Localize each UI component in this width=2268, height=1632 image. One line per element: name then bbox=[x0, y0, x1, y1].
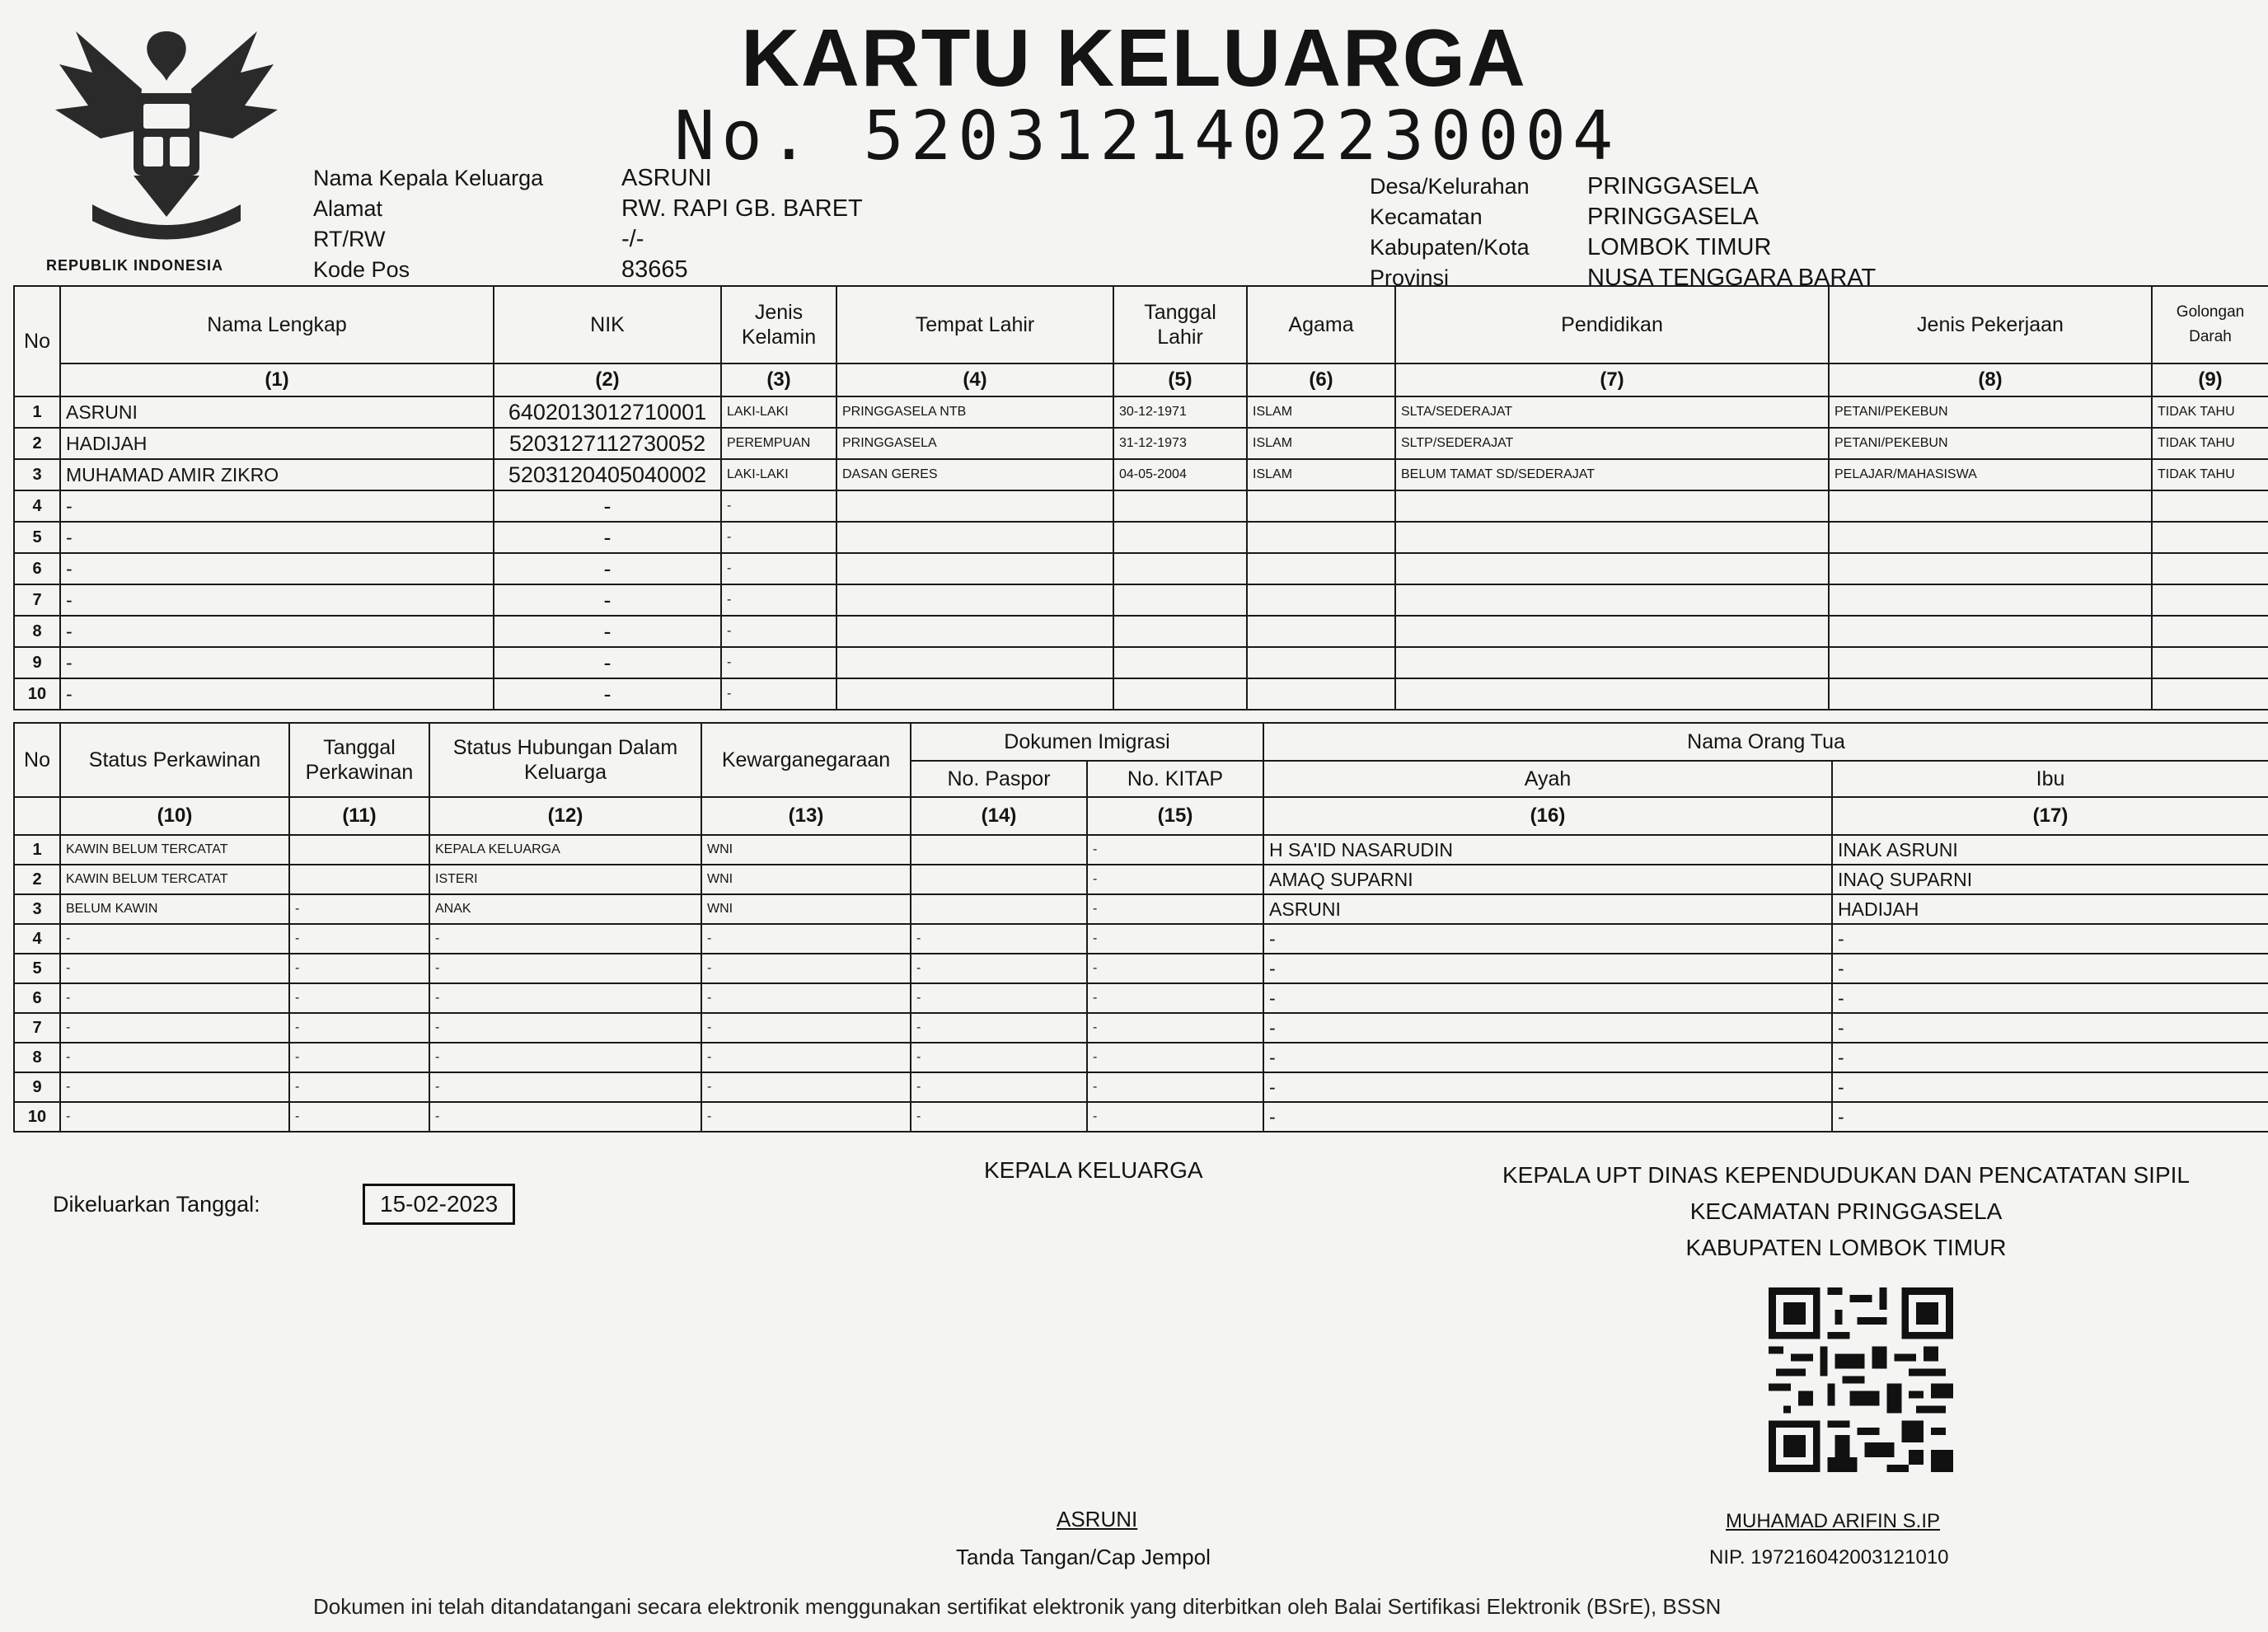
cell-agama bbox=[1247, 678, 1395, 710]
cell-pendidikan bbox=[1395, 522, 1829, 553]
cell-golongan-darah bbox=[2152, 522, 2268, 553]
cell-pekerjaan bbox=[1829, 616, 2152, 647]
cell-status-perkawinan: - bbox=[60, 1072, 289, 1102]
cell-nama: - bbox=[60, 584, 494, 616]
info-label: Nama Kepala Keluarga bbox=[313, 166, 544, 190]
cell-tanggal-lahir: 30-12-1971 bbox=[1113, 396, 1247, 428]
cell-golongan-darah bbox=[2152, 553, 2268, 584]
cell-ibu: - bbox=[1832, 1102, 2268, 1132]
col-number: (8) bbox=[1829, 363, 2152, 396]
cell-pekerjaan bbox=[1829, 678, 2152, 710]
cell-nama: - bbox=[60, 647, 494, 678]
cell-ibu: - bbox=[1832, 924, 2268, 954]
cell-nik: - bbox=[494, 490, 721, 522]
cell-kitap: - bbox=[1087, 1102, 1263, 1132]
cell-paspor: - bbox=[911, 924, 1087, 954]
table-row bbox=[14, 459, 2268, 490]
cell-pekerjaan bbox=[1829, 584, 2152, 616]
cell-kewarganegaraan: WNI bbox=[701, 894, 911, 924]
cell-tanggal-lahir: 04-05-2004 bbox=[1113, 459, 1247, 490]
cell-golongan-darah bbox=[2152, 490, 2268, 522]
col-header-nama: Nama Lengkap bbox=[60, 286, 494, 363]
col-header-orang-tua: Nama Orang Tua bbox=[1263, 723, 2268, 761]
cell-no: 6 bbox=[14, 553, 60, 584]
col-header-status-kawin: Status Perkawinan bbox=[60, 723, 289, 797]
col-header-paspor: No. Paspor bbox=[911, 761, 1087, 797]
cell-no: 10 bbox=[14, 678, 60, 710]
info-label: Alamat bbox=[313, 196, 383, 221]
table-row bbox=[14, 396, 2268, 428]
cell-paspor: - bbox=[911, 1102, 1087, 1132]
cell-kitap: - bbox=[1087, 924, 1263, 954]
cell-ayah: - bbox=[1263, 1043, 1832, 1072]
col-header-no: No bbox=[14, 286, 60, 396]
cell-pendidikan bbox=[1395, 490, 1829, 522]
cell-kitap: - bbox=[1087, 1013, 1263, 1043]
logo-caption: REPUBLIK INDONESIA bbox=[46, 257, 224, 274]
table-row bbox=[14, 522, 2268, 553]
cell-nama: MUHAMAD AMIR ZIKRO bbox=[60, 459, 494, 490]
cell-agama: ISLAM bbox=[1247, 396, 1395, 428]
info-row bbox=[313, 163, 863, 194]
cell-tanggal-perkawinan: - bbox=[289, 894, 429, 924]
col-header-jk: Jenis Kelamin bbox=[721, 286, 836, 363]
info-row bbox=[313, 255, 863, 285]
cell-hubungan: - bbox=[429, 1043, 701, 1072]
cell-hubungan: - bbox=[429, 983, 701, 1013]
cell-jenis-kelamin: PEREMPUAN bbox=[721, 428, 836, 459]
cell-golongan-darah bbox=[2152, 647, 2268, 678]
family-head-name: ASRUNI bbox=[1057, 1507, 1138, 1531]
cell-paspor: - bbox=[911, 954, 1087, 983]
cell-paspor bbox=[911, 865, 1087, 894]
cell-hubungan: KEPALA KELUARGA bbox=[429, 835, 701, 865]
cell-hubungan: ISTERI bbox=[429, 865, 701, 894]
cell-hubungan: - bbox=[429, 924, 701, 954]
cell-tanggal-perkawinan: - bbox=[289, 1013, 429, 1043]
cell-pendidikan bbox=[1395, 678, 1829, 710]
table-row bbox=[14, 616, 2268, 647]
official-line: KABUPATEN LOMBOK TIMUR bbox=[1685, 1235, 2007, 1260]
official-title bbox=[1434, 1157, 2258, 1266]
table-row bbox=[14, 553, 2268, 584]
cell-pekerjaan: PETANI/PEKEBUN bbox=[1829, 396, 2152, 428]
table-header-row bbox=[14, 286, 2268, 363]
cell-tanggal-perkawinan: - bbox=[289, 924, 429, 954]
col-number: (5) bbox=[1113, 363, 1247, 396]
cell-ayah: - bbox=[1263, 954, 1832, 983]
col-header-dokumen: Dokumen Imigrasi bbox=[911, 723, 1263, 761]
cell-no: 3 bbox=[14, 894, 60, 924]
cell-ibu: INAQ SUPARNI bbox=[1832, 865, 2268, 894]
number-value: 5203121402230004 bbox=[863, 97, 1620, 176]
cell-kewarganegaraan: WNI bbox=[701, 835, 911, 865]
col-header-tgl-kawin: Tanggal Perkawinan bbox=[289, 723, 429, 797]
cell-agama: ISLAM bbox=[1247, 459, 1395, 490]
cell-golongan-darah: TIDAK TAHU bbox=[2152, 428, 2268, 459]
cell-nama: HADIJAH bbox=[60, 428, 494, 459]
cell-no: 1 bbox=[14, 396, 60, 428]
members-table bbox=[13, 285, 2268, 710]
cell-tanggal-perkawinan: - bbox=[289, 1043, 429, 1072]
info-row bbox=[1370, 202, 1876, 232]
col-header-kewarganegaraan: Kewarganegaraan bbox=[701, 723, 911, 797]
cell-no: 10 bbox=[14, 1102, 60, 1132]
col-number: (16) bbox=[1263, 797, 1832, 835]
cell-agama bbox=[1247, 647, 1395, 678]
cell-paspor: - bbox=[911, 983, 1087, 1013]
cell-status-perkawinan: KAWIN BELUM TERCATAT bbox=[60, 835, 289, 865]
info-value: ASRUNI bbox=[621, 165, 712, 191]
cell-jenis-kelamin: - bbox=[721, 553, 836, 584]
cell-no: 8 bbox=[14, 1043, 60, 1072]
table-row bbox=[14, 835, 2268, 865]
cell-hubungan: - bbox=[429, 1072, 701, 1102]
info-value: PRINGGASELA bbox=[1587, 204, 1759, 230]
table-row bbox=[14, 954, 2268, 983]
cell-tanggal-perkawinan: - bbox=[289, 1072, 429, 1102]
cell-tempat-lahir: PRINGGASELA bbox=[836, 428, 1113, 459]
cell-ayah: - bbox=[1263, 1013, 1832, 1043]
cell-kewarganegaraan: - bbox=[701, 983, 911, 1013]
table-row bbox=[14, 428, 2268, 459]
status-table bbox=[13, 722, 2268, 1133]
cell-no: 1 bbox=[14, 835, 60, 865]
cell-nama: ASRUNI bbox=[60, 396, 494, 428]
cell-status-perkawinan: - bbox=[60, 983, 289, 1013]
cell-tanggal-perkawinan: - bbox=[289, 983, 429, 1013]
cell-kewarganegaraan: - bbox=[701, 1102, 911, 1132]
cell-jenis-kelamin: - bbox=[721, 616, 836, 647]
col-header-pekerjaan: Jenis Pekerjaan bbox=[1829, 286, 2152, 363]
col-number: (14) bbox=[911, 797, 1087, 835]
table-row bbox=[14, 678, 2268, 710]
cell-tempat-lahir bbox=[836, 678, 1113, 710]
col-number: (12) bbox=[429, 797, 701, 835]
cell-tanggal-perkawinan: - bbox=[289, 954, 429, 983]
cell-paspor: - bbox=[911, 1072, 1087, 1102]
cell-nama: - bbox=[60, 616, 494, 647]
col-header-nik: NIK bbox=[494, 286, 721, 363]
table-row bbox=[14, 924, 2268, 954]
col-number: (9) bbox=[2152, 363, 2268, 396]
cell-tanggal-perkawinan bbox=[289, 865, 429, 894]
cell-pendidikan: BELUM TAMAT SD/SEDERAJAT bbox=[1395, 459, 1829, 490]
cell-pekerjaan: PELAJAR/MAHASISWA bbox=[1829, 459, 2152, 490]
table-row bbox=[14, 1043, 2268, 1072]
cell-nama: - bbox=[60, 522, 494, 553]
cell-tanggal-lahir bbox=[1113, 616, 1247, 647]
cell-status-perkawinan: - bbox=[60, 1102, 289, 1132]
cell-kitap: - bbox=[1087, 1072, 1263, 1102]
cell-pendidikan: SLTP/SEDERAJAT bbox=[1395, 428, 1829, 459]
table-header-row bbox=[14, 723, 2268, 761]
col-number: (1) bbox=[60, 363, 494, 396]
cell-kitap: - bbox=[1087, 983, 1263, 1013]
cell-status-perkawinan: - bbox=[60, 924, 289, 954]
col-header-tgl: Tanggal Lahir bbox=[1113, 286, 1247, 363]
cell-kewarganegaraan: - bbox=[701, 1043, 911, 1072]
col-number: (7) bbox=[1395, 363, 1829, 396]
cell-tempat-lahir bbox=[836, 490, 1113, 522]
cell-ibu: INAK ASRUNI bbox=[1832, 835, 2268, 865]
cell-agama bbox=[1247, 584, 1395, 616]
info-value: -/- bbox=[621, 226, 644, 252]
electronic-signature-note: Dokumen ini telah ditandatangani secara elektronik menggunakan sertifikat elektronik yang diterbitkan oleh Balai Sertifikasi Elektronik (BSrE), BSSN bbox=[313, 1594, 1722, 1619]
col-number: (4) bbox=[836, 363, 1113, 396]
cell-tempat-lahir bbox=[836, 584, 1113, 616]
family-info-left bbox=[313, 163, 863, 285]
info-value: RW. RAPI GB. BARET bbox=[621, 195, 863, 222]
col-header-kitap: No. KITAP bbox=[1087, 761, 1263, 797]
table-row bbox=[14, 1102, 2268, 1132]
cell-tempat-lahir bbox=[836, 553, 1113, 584]
info-label: Kode Pos bbox=[313, 257, 410, 282]
cell-jenis-kelamin: LAKI-LAKI bbox=[721, 396, 836, 428]
cell-nik: 6402013012710001 bbox=[494, 396, 721, 428]
cell-nama: - bbox=[60, 678, 494, 710]
cell-paspor bbox=[911, 894, 1087, 924]
cell-hubungan: - bbox=[429, 1102, 701, 1132]
cell-tempat-lahir: PRINGGASELA NTB bbox=[836, 396, 1113, 428]
cell-tanggal-lahir bbox=[1113, 584, 1247, 616]
cell-no: 9 bbox=[14, 1072, 60, 1102]
cell-kitap: - bbox=[1087, 894, 1263, 924]
col-header-tempat: Tempat Lahir bbox=[836, 286, 1113, 363]
cell-pekerjaan bbox=[1829, 522, 2152, 553]
cell-ayah: AMAQ SUPARNI bbox=[1263, 865, 1832, 894]
cell-no: 7 bbox=[14, 1013, 60, 1043]
info-label: Desa/Kelurahan bbox=[1370, 174, 1530, 199]
cell-jenis-kelamin: - bbox=[721, 584, 836, 616]
cell-no: 3 bbox=[14, 459, 60, 490]
cell-ayah: - bbox=[1263, 1072, 1832, 1102]
cell-agama bbox=[1247, 616, 1395, 647]
cell-tempat-lahir bbox=[836, 647, 1113, 678]
family-head-label: KEPALA KELUARGA bbox=[984, 1157, 1203, 1183]
cell-golongan-darah: TIDAK TAHU bbox=[2152, 396, 2268, 428]
cell-paspor: - bbox=[911, 1043, 1087, 1072]
cell-ibu: - bbox=[1832, 954, 2268, 983]
cell-ayah: - bbox=[1263, 924, 1832, 954]
cell-paspor bbox=[911, 835, 1087, 865]
cell-jenis-kelamin: LAKI-LAKI bbox=[721, 459, 836, 490]
cell-no: 7 bbox=[14, 584, 60, 616]
info-label: Provinsi bbox=[1370, 265, 1450, 290]
col-header-ayah: Ayah bbox=[1263, 761, 1832, 797]
info-row bbox=[1370, 232, 1876, 263]
table-row bbox=[14, 1072, 2268, 1102]
cell-ibu: - bbox=[1832, 983, 2268, 1013]
official-line: KEPALA UPT DINAS KEPENDUDUKAN DAN PENCATATAN SIPIL bbox=[1502, 1162, 2190, 1188]
cell-no: 5 bbox=[14, 954, 60, 983]
cell-nama: - bbox=[60, 553, 494, 584]
column-number-row bbox=[14, 797, 2268, 835]
cell-tanggal-lahir bbox=[1113, 490, 1247, 522]
status-table-body bbox=[14, 835, 2268, 1132]
table-row bbox=[14, 865, 2268, 894]
cell-ibu: - bbox=[1832, 1072, 2268, 1102]
info-value: NUSA TENGGARA BARAT bbox=[1587, 265, 1877, 291]
family-info-right bbox=[1370, 171, 1876, 293]
info-value: PRINGGASELA bbox=[1587, 173, 1759, 199]
cell-jenis-kelamin: - bbox=[721, 490, 836, 522]
members-table-body bbox=[14, 396, 2268, 710]
cell-golongan-darah bbox=[2152, 678, 2268, 710]
official-line: KECAMATAN PRINGGASELA bbox=[1689, 1198, 2003, 1224]
issued-date: 15-02-2023 bbox=[363, 1184, 515, 1225]
cell-ibu: - bbox=[1832, 1043, 2268, 1072]
cell-nik: - bbox=[494, 616, 721, 647]
cell-nik: - bbox=[494, 678, 721, 710]
cell-hubungan: ANAK bbox=[429, 894, 701, 924]
cell-status-perkawinan: - bbox=[60, 1013, 289, 1043]
cell-no: 2 bbox=[14, 865, 60, 894]
cell-pendidikan bbox=[1395, 647, 1829, 678]
col-number: (17) bbox=[1832, 797, 2268, 835]
info-label: Kabupaten/Kota bbox=[1370, 235, 1530, 260]
info-row bbox=[313, 194, 863, 224]
cell-golongan-darah bbox=[2152, 616, 2268, 647]
table-row bbox=[14, 983, 2268, 1013]
cell-hubungan: - bbox=[429, 954, 701, 983]
cell-nik: - bbox=[494, 522, 721, 553]
col-number: (10) bbox=[60, 797, 289, 835]
cell-no: 6 bbox=[14, 983, 60, 1013]
cell-status-perkawinan: KAWIN BELUM TERCATAT bbox=[60, 865, 289, 894]
table-row bbox=[14, 584, 2268, 616]
column-number-row bbox=[14, 363, 2268, 396]
cell-nik: - bbox=[494, 647, 721, 678]
cell-tanggal-lahir bbox=[1113, 553, 1247, 584]
cell-kewarganegaraan: - bbox=[701, 1072, 911, 1102]
cell-pendidikan bbox=[1395, 616, 1829, 647]
cell-agama bbox=[1247, 522, 1395, 553]
cell-no: 8 bbox=[14, 616, 60, 647]
cell-tanggal-lahir: 31-12-1973 bbox=[1113, 428, 1247, 459]
cell-hubungan: - bbox=[429, 1013, 701, 1043]
col-header-darah: Golongan Darah bbox=[2152, 286, 2268, 363]
cell-status-perkawinan: - bbox=[60, 1043, 289, 1072]
table-row bbox=[14, 490, 2268, 522]
issued-label: Dikeluarkan Tanggal: bbox=[53, 1192, 260, 1217]
info-label: RT/RW bbox=[313, 227, 386, 251]
cell-pendidikan bbox=[1395, 553, 1829, 584]
cell-tanggal-perkawinan: - bbox=[289, 1102, 429, 1132]
signature-caption: Tanda Tangan/Cap Jempol bbox=[956, 1545, 1211, 1569]
cell-golongan-darah bbox=[2152, 584, 2268, 616]
cell-jenis-kelamin: - bbox=[721, 522, 836, 553]
table-row bbox=[14, 1013, 2268, 1043]
official-name: MUHAMAD ARIFIN S.IP bbox=[1726, 1510, 1941, 1532]
cell-kewarganegaraan: WNI bbox=[701, 865, 911, 894]
col-header-no: No bbox=[14, 723, 60, 797]
cell-no: 9 bbox=[14, 647, 60, 678]
cell-pendidikan bbox=[1395, 584, 1829, 616]
cell-pekerjaan: PETANI/PEKEBUN bbox=[1829, 428, 2152, 459]
cell-ibu: HADIJAH bbox=[1832, 894, 2268, 924]
cell-status-perkawinan: - bbox=[60, 954, 289, 983]
cell-nik: 5203120405040002 bbox=[494, 459, 721, 490]
qr-code-icon bbox=[1769, 1287, 1953, 1472]
official-nip: NIP. 197216042003121010 bbox=[1709, 1546, 1949, 1569]
cell-nik: - bbox=[494, 553, 721, 584]
cell-tanggal-lahir bbox=[1113, 678, 1247, 710]
cell-ayah: - bbox=[1263, 1102, 1832, 1132]
cell-no: 2 bbox=[14, 428, 60, 459]
cell-nik: - bbox=[494, 584, 721, 616]
cell-ayah: - bbox=[1263, 983, 1832, 1013]
cell-pekerjaan bbox=[1829, 553, 2152, 584]
col-header-hubungan: Status Hubungan Dalam Keluarga bbox=[429, 723, 701, 797]
cell-ibu: - bbox=[1832, 1013, 2268, 1043]
cell-tempat-lahir: DASAN GERES bbox=[836, 459, 1113, 490]
col-header-ibu: Ibu bbox=[1832, 761, 2268, 797]
info-value: 83665 bbox=[621, 256, 688, 283]
document-title: KARTU KELUARGA bbox=[741, 12, 1527, 103]
col-header-pendidikan: Pendidikan bbox=[1395, 286, 1829, 363]
cell-kitap: - bbox=[1087, 1043, 1263, 1072]
cell-ayah: ASRUNI bbox=[1263, 894, 1832, 924]
cell-status-perkawinan: BELUM KAWIN bbox=[60, 894, 289, 924]
cell-kitap: - bbox=[1087, 954, 1263, 983]
cell-no: 4 bbox=[14, 490, 60, 522]
cell-pekerjaan bbox=[1829, 647, 2152, 678]
cell-no: 4 bbox=[14, 924, 60, 954]
cell-tempat-lahir bbox=[836, 522, 1113, 553]
cell-tanggal-perkawinan bbox=[289, 835, 429, 865]
cell-jenis-kelamin: - bbox=[721, 647, 836, 678]
col-number-empty bbox=[14, 797, 60, 835]
cell-kewarganegaraan: - bbox=[701, 924, 911, 954]
info-row bbox=[1370, 171, 1876, 202]
cell-jenis-kelamin: - bbox=[721, 678, 836, 710]
info-value: LOMBOK TIMUR bbox=[1587, 234, 1772, 260]
cell-agama: ISLAM bbox=[1247, 428, 1395, 459]
cell-kitap: - bbox=[1087, 865, 1263, 894]
col-header-agama: Agama bbox=[1247, 286, 1395, 363]
cell-tempat-lahir bbox=[836, 616, 1113, 647]
cell-paspor: - bbox=[911, 1013, 1087, 1043]
cell-nama: - bbox=[60, 490, 494, 522]
table-row bbox=[14, 894, 2268, 924]
cell-nik: 5203127112730052 bbox=[494, 428, 721, 459]
cell-kitap: - bbox=[1087, 835, 1263, 865]
cell-kewarganegaraan: - bbox=[701, 954, 911, 983]
col-number: (6) bbox=[1247, 363, 1395, 396]
col-number: (13) bbox=[701, 797, 911, 835]
table-row bbox=[14, 647, 2268, 678]
info-label: Kecamatan bbox=[1370, 204, 1483, 229]
cell-pendidikan: SLTA/SEDERAJAT bbox=[1395, 396, 1829, 428]
col-number: (2) bbox=[494, 363, 721, 396]
cell-no: 5 bbox=[14, 522, 60, 553]
number-label: No. bbox=[674, 97, 817, 176]
cell-tanggal-lahir bbox=[1113, 647, 1247, 678]
cell-ayah: H SA'ID NASARUDIN bbox=[1263, 835, 1832, 865]
info-row bbox=[313, 224, 863, 255]
cell-tanggal-lahir bbox=[1113, 522, 1247, 553]
cell-golongan-darah: TIDAK TAHU bbox=[2152, 459, 2268, 490]
col-number: (11) bbox=[289, 797, 429, 835]
cell-pekerjaan bbox=[1829, 490, 2152, 522]
cell-agama bbox=[1247, 553, 1395, 584]
col-number: (15) bbox=[1087, 797, 1263, 835]
col-number: (3) bbox=[721, 363, 836, 396]
cell-kewarganegaraan: - bbox=[701, 1013, 911, 1043]
cell-agama bbox=[1247, 490, 1395, 522]
